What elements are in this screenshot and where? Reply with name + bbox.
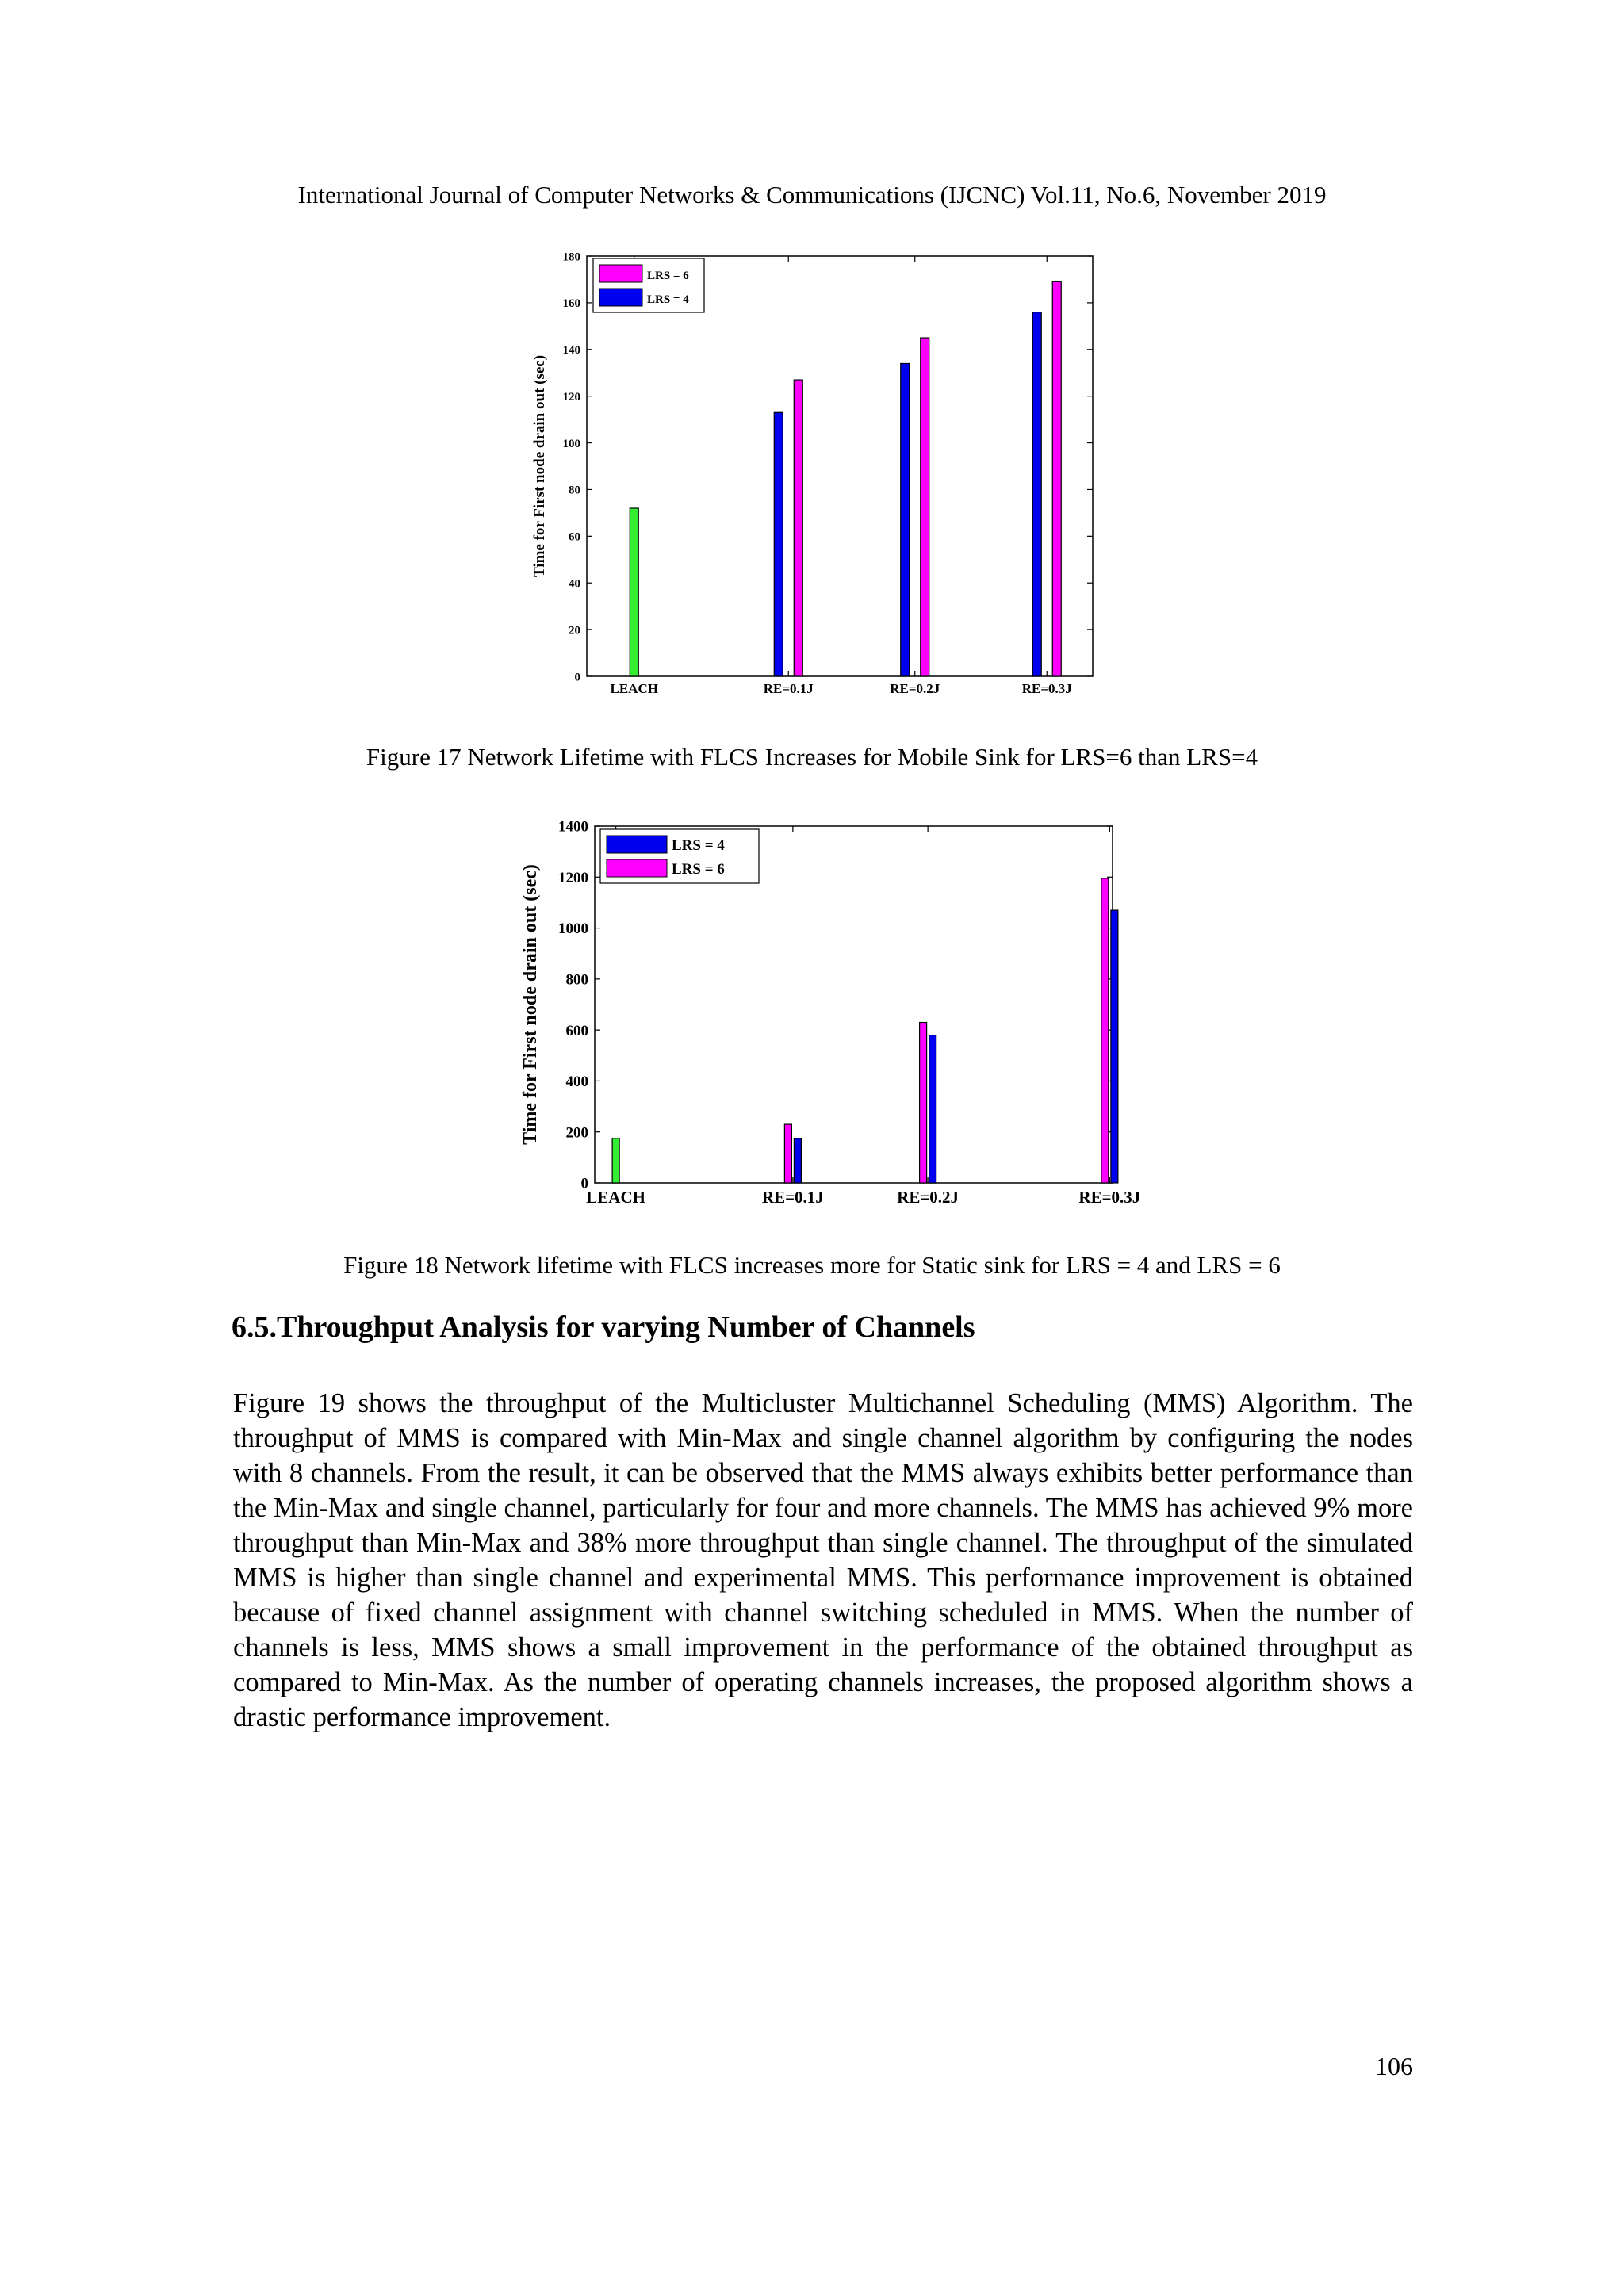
fig17-legend-label: LRS = 4: [647, 293, 689, 306]
running-header: International Journal of Computer Networks & Communications (IJCNC) Vol.11, No.6, November 2019: [297, 181, 1327, 209]
fig17-legend-swatch: [599, 265, 642, 282]
fig18-legend-swatch: [607, 836, 667, 853]
fig18-bar: [612, 1138, 619, 1183]
fig18-ytick-label: 200: [565, 1124, 588, 1142]
fig17-bar: [794, 380, 802, 676]
fig17-bar: [1032, 312, 1041, 676]
figure-18-caption: Figure 18 Network lifetime with FLCS increases more for Static sink for LRS = 4 and LRS = 6: [343, 1251, 1281, 1279]
fig17-ytick-label: 20: [569, 624, 580, 637]
fig17-bar: [630, 508, 638, 676]
fig18-bar: [929, 1035, 936, 1183]
fig17-y-axis-label: Time for First node drain out (sec): [531, 354, 548, 578]
fig17-category-label: RE=0.1J: [763, 681, 814, 696]
fig18-category-label: RE=0.3J: [1078, 1188, 1141, 1207]
fig17-legend-swatch: [599, 289, 642, 306]
fig18-ytick-label: 400: [565, 1073, 588, 1091]
fig17-category-label: LEACH: [610, 681, 658, 696]
figure-17-caption: Figure 17 Network Lifetime with FLCS Increases for Mobile Sink for LRS=6 than LRS=4: [366, 743, 1258, 771]
fig18-category-label: RE=0.2J: [897, 1188, 959, 1207]
body-paragraph: Figure 19 shows the throughput of the Multicluster Multichannel Scheduling (MMS) Algorithm. The throughput of MMS is compared with Min-Max and single channel algorithm by configuring the nodes with 8 channels. From the result, it can be observed that the MMS always exhibits better performance than the Min-Max and single channel, particularly for four and more channels. The MMS has achieved 9% more throughput than Min-Max and 38% more throughput than single channel. The throughput of the simulated MMS is higher than single channel and experimental MMS. This performance improvement is obtained because of fixed channel assignment with channel switching scheduled in MMS. When the number of channels is less, MMS shows a small improvement in the performance of the obtained throughput as compared to Min-Max. As the number of operating channels increases, the proposed algorithm shows a drastic performance improvement.: [233, 1388, 1413, 1732]
fig18-legend-label: LRS = 6: [672, 861, 725, 878]
fig17-plot-frame: [587, 256, 1093, 676]
page-number: 106: [1375, 2052, 1413, 2080]
fig18-category-label: RE=0.1J: [761, 1188, 824, 1207]
fig17-ytick-label: 180: [562, 251, 580, 264]
fig17-ytick-label: 100: [562, 437, 580, 450]
fig18-ytick-label: 0: [580, 1175, 588, 1192]
fig17-ytick-label: 60: [569, 530, 580, 544]
fig17-legend-label: LRS = 6: [647, 270, 689, 282]
fig18-bar: [1111, 910, 1118, 1183]
fig17-ytick-label: 80: [569, 484, 580, 497]
fig18-legend-label: LRS = 4: [672, 837, 725, 854]
figure-18-chart: [508, 813, 1141, 1221]
fig18-ytick-label: 600: [565, 1022, 588, 1039]
fig18-bar: [794, 1138, 801, 1183]
fig18-bar: [920, 1023, 927, 1184]
fig17-ytick-label: 0: [574, 671, 580, 684]
fig17-ytick-label: 120: [562, 390, 580, 404]
fig18-legend-swatch: [607, 859, 667, 877]
fig17-ytick-label: 160: [562, 297, 580, 311]
section-heading: 6.5.Throughput Analysis for varying Number of Channels: [232, 1311, 975, 1344]
fig17-bar: [901, 363, 910, 676]
fig18-y-axis-label: Time for First node drain out (sec): [520, 864, 541, 1145]
fig17-ytick-label: 140: [562, 344, 580, 358]
fig17-category-label: RE=0.2J: [890, 681, 940, 696]
fig18-ytick-label: 1400: [558, 818, 588, 836]
fig17-category-label: RE=0.3J: [1021, 681, 1072, 696]
fig18-ytick-label: 1000: [558, 920, 588, 938]
figure-17-chart: [523, 246, 1110, 714]
fig18-bar: [784, 1124, 791, 1183]
figure-18-svg: [508, 813, 1141, 1221]
fig18-ytick-label: 1200: [558, 869, 588, 886]
fig18-ytick-label: 800: [565, 971, 588, 989]
fig17-bar: [921, 338, 929, 676]
fig17-bar: [774, 412, 783, 676]
fig17-bar: [1052, 281, 1061, 676]
fig18-bar: [1101, 878, 1109, 1183]
fig17-ytick-label: 40: [569, 577, 580, 591]
figure-17-svg: [523, 246, 1110, 714]
fig18-category-label: LEACH: [586, 1188, 645, 1207]
